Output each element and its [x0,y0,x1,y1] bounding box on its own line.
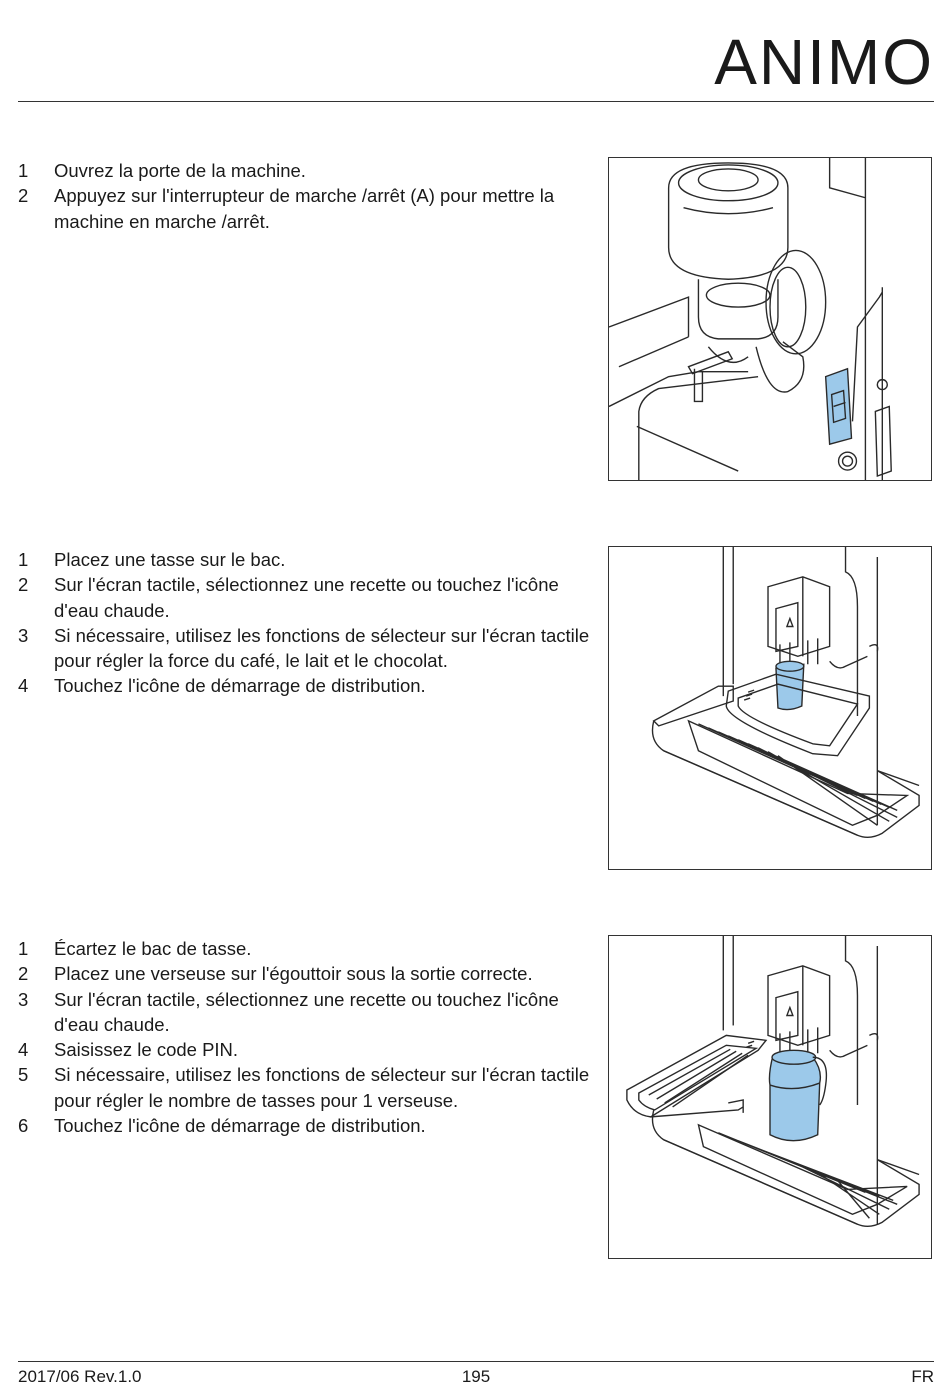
step-item: 1 Ouvrez la porte de la machine. [18,160,306,181]
header-divider [18,101,934,102]
step-item: 2 Appuyez sur l'interrupteur de marche /arrêt (A) pour mettre la machine en marche /arrêt. [18,185,555,232]
step-item: 2 Sur l'écran tactile, sélectionnez une recette ou touchez l'icône d'eau chaude. [18,574,559,621]
instruction-section-power [18,158,593,234]
step-list [18,936,593,1138]
step-item: 4 Touchez l'icône de démarrage de distribution. [18,675,426,697]
step-item: 4 Saisissez le code PIN. [18,1039,239,1061]
step-item: 3 Si nécessaire, utilisez les fonctions de sélecteur sur l'écran tactile pour régler la force du café, le lait et le chocolat. [18,624,590,672]
footer-divider [18,1361,934,1362]
instruction-section-cup [18,547,593,699]
step-item: 5 Si nécessaire, utilisez les fonctions de sélecteur sur l'écran tactile pour régler le nombre de tasses pour 1 verseuse. [18,1064,590,1111]
instruction-section-jug [18,936,593,1138]
animo-logo [714,26,934,98]
revision-label: 2017/06 Rev.1.0 [18,1367,142,1386]
page-footer [18,1367,934,1387]
cup-on-tray-illustration [608,546,932,870]
step-item: 3 Sur l'écran tactile, sélectionnez une recette ou touchez l'icône d'eau chaude. [18,988,559,1035]
step-item: 6 Touchez l'icône de démarrage de distribution. [18,1115,426,1137]
step-list [18,158,593,234]
step-item: 2 Placez une verseuse sur l'égouttoir sous la sortie correcte. [18,963,533,985]
page-number: 195 [461,1367,491,1386]
step-list [18,547,593,699]
step-item: 1 Placez une tasse sur le bac. [18,549,286,570]
step-item: 1 Écartez le bac de tasse. [18,938,252,959]
jug-on-drip-tray-illustration [608,935,932,1259]
power-switch-illustration [608,157,932,481]
logo-text: ANIMO [714,26,934,98]
language-code: FR [911,1367,934,1386]
